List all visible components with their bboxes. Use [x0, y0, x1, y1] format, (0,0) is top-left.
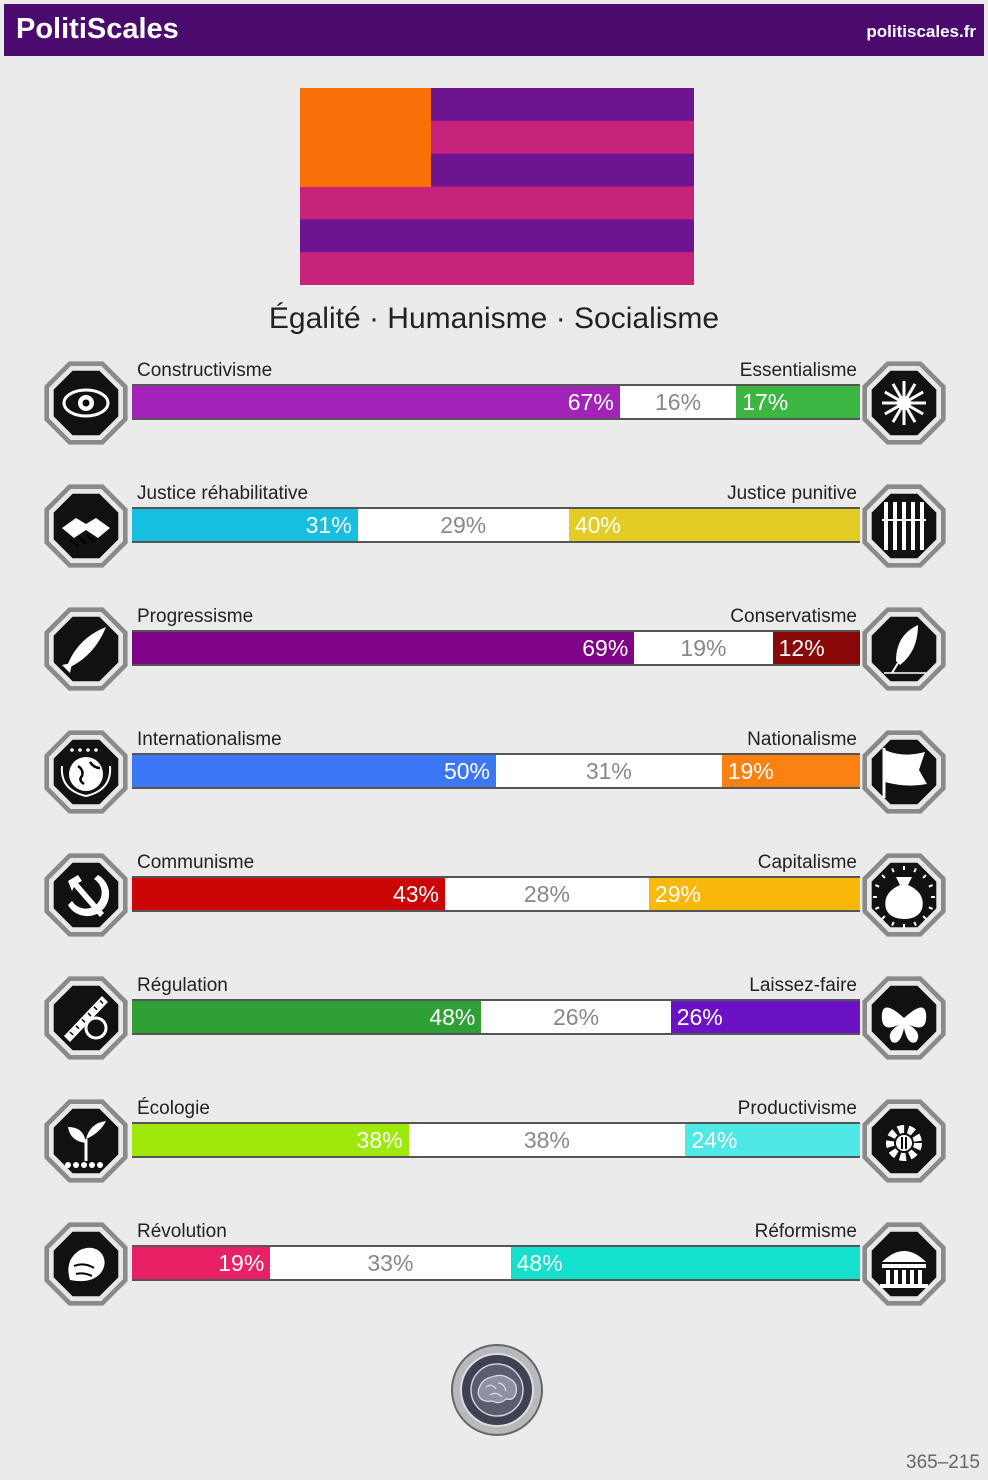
axis-right-segment: 19%	[722, 755, 860, 787]
axis-neutral-segment: 28%	[523, 881, 570, 907]
result-motto: Égalité · Humanisme · Socialisme	[268, 302, 720, 335]
axis-right-label: Essentialisme	[739, 360, 857, 381]
axis-left-segment: 19%	[132, 1247, 270, 1279]
axis-bar	[132, 999, 860, 1035]
axis-neutral-segment: 33%	[367, 1250, 414, 1276]
axis-left-segment: 48%	[132, 1001, 481, 1033]
axis-right-label: Productivisme	[737, 1098, 857, 1119]
axis-bar	[132, 384, 860, 420]
axis-left-label: Justice réhabilitative	[137, 483, 309, 504]
axis-neutral-segment: 29%	[440, 512, 487, 538]
axis-left-label: Régulation	[137, 975, 228, 996]
sprout-icon	[40, 1095, 132, 1187]
axis-left-segment: 69%	[132, 632, 634, 664]
axis-row	[40, 1221, 950, 1321]
axis-neutral-segment: 31%	[585, 758, 632, 784]
axis-row	[40, 975, 950, 1075]
axis-row	[40, 360, 950, 460]
axis-left-label: Constructivisme	[137, 360, 273, 381]
axis-right-segment: 26%	[671, 1001, 860, 1033]
axis-left-label: Révolution	[137, 1221, 227, 1242]
axis-neutral-segment: 38%	[523, 1127, 570, 1153]
axis-right-label: Nationalisme	[747, 729, 857, 750]
axis-left-label: Internationalisme	[137, 729, 282, 750]
axis-bar	[132, 876, 860, 912]
axis-neutral-segment: 26%	[553, 1004, 600, 1030]
axis-left-label: Écologie	[137, 1098, 210, 1119]
axis-row	[40, 606, 950, 706]
fist-icon	[40, 1218, 132, 1310]
axis-row	[40, 852, 950, 952]
axis-right-label: Laissez-faire	[749, 975, 857, 996]
brain-seal-icon	[450, 1343, 544, 1437]
axis-right-label: Réformisme	[754, 1221, 857, 1242]
flower-icon	[858, 357, 950, 449]
axis-row	[40, 729, 950, 829]
axis-left-label: Communisme	[137, 852, 255, 873]
axis-right-label: Conservatisme	[730, 606, 857, 627]
site-link[interactable]: politiscales.fr	[866, 22, 976, 41]
axis-row	[40, 1098, 950, 1198]
flag-canton	[300, 88, 431, 187]
handshake-icon	[40, 480, 132, 572]
axis-bar	[132, 630, 860, 666]
axis-right-segment: 12%	[773, 632, 860, 664]
flag-stripe	[300, 219, 694, 252]
axis-bar	[132, 1122, 860, 1158]
rocket-icon	[40, 603, 132, 695]
axis-right-segment: 24%	[685, 1124, 860, 1156]
axis-bar	[132, 753, 860, 789]
axis-neutral-segment: 16%	[655, 389, 702, 415]
axis-left-segment: 31%	[132, 509, 358, 541]
ruler-icon	[40, 972, 132, 1064]
axis-left-segment: 43%	[132, 878, 445, 910]
flag-stripe	[300, 187, 694, 220]
axis-right-segment: 29%	[649, 878, 860, 910]
globe-icon	[40, 726, 132, 818]
parliament-icon	[858, 1218, 950, 1310]
axis-right-label: Capitalisme	[757, 852, 857, 873]
result-code: 365–215	[906, 1452, 980, 1473]
axis-right-segment: 17%	[736, 386, 860, 418]
gear-icon	[858, 1095, 950, 1187]
axis-left-segment: 50%	[132, 755, 496, 787]
flag-stripe	[300, 252, 694, 285]
quill-icon	[858, 603, 950, 695]
axis-right-segment: 48%	[511, 1247, 860, 1279]
header-bar	[4, 4, 984, 56]
axis-bar	[132, 1245, 860, 1281]
axis-row	[40, 483, 950, 583]
axis-right-segment: 40%	[569, 509, 860, 541]
axis-left-segment: 38%	[132, 1124, 409, 1156]
axis-bar	[132, 507, 860, 543]
prison-bars-icon	[858, 480, 950, 572]
result-flag	[300, 88, 694, 285]
flag-icon	[858, 726, 950, 818]
brand-title: PolitiScales	[16, 13, 179, 45]
butterfly-icon	[858, 972, 950, 1064]
axis-left-label: Progressisme	[137, 606, 254, 627]
hammer-sickle-icon	[40, 849, 132, 941]
axis-neutral-segment: 19%	[680, 635, 727, 661]
axis-left-segment: 67%	[132, 386, 620, 418]
eye-icon	[40, 357, 132, 449]
money-bag-icon	[858, 849, 950, 941]
axis-right-label: Justice punitive	[727, 483, 857, 504]
